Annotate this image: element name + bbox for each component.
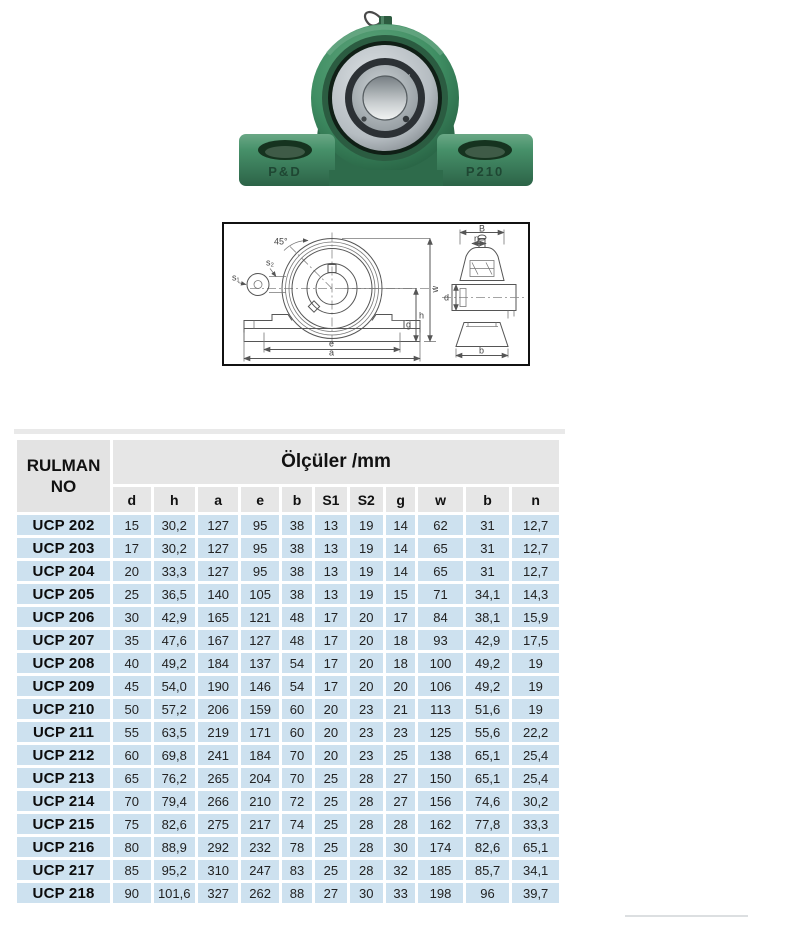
column-header: b <box>466 487 510 512</box>
table-cell: 85 <box>113 860 150 880</box>
table-cell: 28 <box>350 837 383 857</box>
table-cell: 83 <box>282 860 312 880</box>
table-row <box>17 561 559 581</box>
row-label: UCP 210 <box>17 699 110 719</box>
table-cell: 42,9 <box>154 607 195 627</box>
table-cell: 82,6 <box>466 837 510 857</box>
table-cell: 18 <box>386 630 415 650</box>
table-cell: 30,2 <box>154 538 195 558</box>
side-view <box>442 224 526 358</box>
table-cell: 31 <box>466 515 510 535</box>
table-cell: 90 <box>113 883 150 903</box>
table-cell: 95 <box>241 538 278 558</box>
label-45deg: 45° <box>274 236 288 247</box>
table-cell: 38 <box>282 561 312 581</box>
table-cell: 20 <box>113 561 150 581</box>
table-cell: 65,1 <box>466 745 510 765</box>
table-cell: 106 <box>418 676 463 696</box>
table-cell: 88,9 <box>154 837 195 857</box>
row-label: UCP 202 <box>17 515 110 535</box>
table-row <box>17 676 559 696</box>
table-cell: 72 <box>282 791 312 811</box>
divider-strip <box>14 429 565 434</box>
table-cell: 127 <box>198 538 238 558</box>
bearing-bore <box>363 76 407 120</box>
table-cell: 78 <box>282 837 312 857</box>
table-cell: 42,9 <box>466 630 510 650</box>
table-cell: 34,1 <box>512 860 559 880</box>
table-cell: 30 <box>113 607 150 627</box>
table-cell: 17 <box>315 676 346 696</box>
table-row <box>17 584 559 604</box>
row-label: UCP 208 <box>17 653 110 673</box>
table-cell: 54 <box>282 653 312 673</box>
table-cell: 27 <box>386 791 415 811</box>
table-cell: 198 <box>418 883 463 903</box>
left-foot <box>239 134 335 186</box>
table-cell: 184 <box>241 745 278 765</box>
table-cell: 12,7 <box>512 561 559 581</box>
table-cell: 65 <box>418 538 463 558</box>
table-cell: 13 <box>315 538 346 558</box>
table-cell: 100 <box>418 653 463 673</box>
table-cell: 19 <box>350 538 383 558</box>
table-cell: 95,2 <box>154 860 195 880</box>
table-cell: 65 <box>418 561 463 581</box>
label-h: h <box>419 310 425 321</box>
table-row <box>17 814 559 834</box>
table-cell: 162 <box>418 814 463 834</box>
right-foot-marking: P210 <box>465 164 505 179</box>
table-cell: 171 <box>241 722 278 742</box>
table-cell: 30,2 <box>512 791 559 811</box>
table-cell: 25 <box>315 814 346 834</box>
table-cell: 20 <box>350 630 383 650</box>
row-header-line1: RULMAN <box>26 455 101 475</box>
table-cell: 292 <box>198 837 238 857</box>
table-cell: 12,7 <box>512 515 559 535</box>
product-photo-bearing <box>233 2 539 198</box>
table-cell: 219 <box>198 722 238 742</box>
table-cell: 23 <box>350 699 383 719</box>
table-cell: 57,2 <box>154 699 195 719</box>
table-cell: 60 <box>282 699 312 719</box>
table-cell: 17 <box>315 653 346 673</box>
table-cell: 74 <box>282 814 312 834</box>
row-label: UCP 212 <box>17 745 110 765</box>
table-cell: 21 <box>386 699 415 719</box>
table-cell: 95 <box>241 561 278 581</box>
label-s1: s₁ <box>232 272 240 283</box>
table-cell: 54,0 <box>154 676 195 696</box>
row-label: UCP 217 <box>17 860 110 880</box>
table-cell: 327 <box>198 883 238 903</box>
label-g: g <box>406 319 412 330</box>
table-cell: 17 <box>113 538 150 558</box>
table-cell: 14 <box>386 561 415 581</box>
table-cell: 17 <box>315 607 346 627</box>
table-cell: 113 <box>418 699 463 719</box>
table-cell: 20 <box>350 653 383 673</box>
dimension-diagram <box>222 222 530 366</box>
table-cell: 127 <box>241 630 278 650</box>
table-cell: 60 <box>282 722 312 742</box>
table-row <box>17 837 559 857</box>
table-cell: 47,6 <box>154 630 195 650</box>
table-cell: 38 <box>282 515 312 535</box>
table-cell: 28 <box>350 860 383 880</box>
table-cell: 165 <box>198 607 238 627</box>
row-label: UCP 207 <box>17 630 110 650</box>
table-cell: 27 <box>386 768 415 788</box>
table-cell: 262 <box>241 883 278 903</box>
table-cell: 17 <box>315 630 346 650</box>
table-row <box>17 883 559 903</box>
label-a: a <box>329 347 335 358</box>
table-cell: 210 <box>241 791 278 811</box>
table-cell: 20 <box>315 699 346 719</box>
table-cell: 174 <box>418 837 463 857</box>
label-s2: s₂ <box>266 257 274 268</box>
row-label: UCP 214 <box>17 791 110 811</box>
table-cell: 74,6 <box>466 791 510 811</box>
table-cell: 204 <box>241 768 278 788</box>
label-B: B <box>479 224 486 234</box>
table-cell: 150 <box>418 768 463 788</box>
column-header: d <box>113 487 150 512</box>
table-cell: 13 <box>315 584 346 604</box>
table-row <box>17 860 559 880</box>
table-cell: 20 <box>350 676 383 696</box>
table-row <box>17 699 559 719</box>
column-header: S1 <box>315 487 346 512</box>
table-cell: 105 <box>241 584 278 604</box>
table-cell: 80 <box>113 837 150 857</box>
table-cell: 28 <box>350 791 383 811</box>
table-cell: 185 <box>418 860 463 880</box>
table-cell: 15 <box>386 584 415 604</box>
column-header: n <box>512 487 559 512</box>
column-header: g <box>386 487 415 512</box>
table-cell: 33,3 <box>154 561 195 581</box>
table-cell: 146 <box>241 676 278 696</box>
table-row <box>17 768 559 788</box>
table-cell: 30,2 <box>154 515 195 535</box>
table-cell: 140 <box>198 584 238 604</box>
table-cell: 13 <box>315 515 346 535</box>
table-cell: 38,1 <box>466 607 510 627</box>
table-cell: 54 <box>282 676 312 696</box>
row-label: UCP 215 <box>17 814 110 834</box>
table-cell: 48 <box>282 607 312 627</box>
table-cell: 85,7 <box>466 860 510 880</box>
row-label: UCP 211 <box>17 722 110 742</box>
table-cell: 60 <box>113 745 150 765</box>
table-cell: 33 <box>386 883 415 903</box>
table-cell: 13 <box>315 561 346 581</box>
table-row <box>17 745 559 765</box>
table-cell: 101,6 <box>154 883 195 903</box>
table-cell: 121 <box>241 607 278 627</box>
table-cell: 32 <box>386 860 415 880</box>
table-cell: 88 <box>282 883 312 903</box>
table-cell: 28 <box>350 814 383 834</box>
table-cell: 82,6 <box>154 814 195 834</box>
table-cell: 167 <box>198 630 238 650</box>
table-cell: 31 <box>466 561 510 581</box>
table-cell: 127 <box>198 515 238 535</box>
table-cell: 71 <box>418 584 463 604</box>
right-foot <box>437 134 533 186</box>
row-label: UCP 216 <box>17 837 110 857</box>
table-cell: 35 <box>113 630 150 650</box>
table-cell: 19 <box>350 561 383 581</box>
left-foot-marking: P&D <box>268 164 302 179</box>
table-cell: 70 <box>282 768 312 788</box>
table-cell: 247 <box>241 860 278 880</box>
row-label: UCP 218 <box>17 883 110 903</box>
table-cell: 30 <box>350 883 383 903</box>
table-cell: 76,2 <box>154 768 195 788</box>
table-cell: 190 <box>198 676 238 696</box>
bottom-rule <box>625 915 748 917</box>
table-cell: 79,4 <box>154 791 195 811</box>
table-cell: 265 <box>198 768 238 788</box>
table-cell: 27 <box>315 883 346 903</box>
table-cell: 69,8 <box>154 745 195 765</box>
table-cell: 49,2 <box>466 653 510 673</box>
table-cell: 65,1 <box>512 837 559 857</box>
table-cell: 75 <box>113 814 150 834</box>
table-cell: 49,2 <box>154 653 195 673</box>
table-cell: 14 <box>386 515 415 535</box>
label-b: b <box>479 345 485 356</box>
table-cell: 15,9 <box>512 607 559 627</box>
table-cell: 14 <box>386 538 415 558</box>
table-cell: 65,1 <box>466 768 510 788</box>
column-header: h <box>154 487 195 512</box>
table-cell: 206 <box>198 699 238 719</box>
table-body <box>17 515 559 903</box>
table-cell: 15 <box>113 515 150 535</box>
table-cell: 23 <box>386 722 415 742</box>
table-row <box>17 538 559 558</box>
label-e: e <box>329 338 335 349</box>
table-cell: 62 <box>418 515 463 535</box>
column-header: b <box>282 487 312 512</box>
table-cell: 19 <box>350 584 383 604</box>
table-cell: 38 <box>282 538 312 558</box>
table-cell: 127 <box>198 561 238 581</box>
table-cell: 23 <box>350 722 383 742</box>
label-w: w <box>430 286 440 293</box>
table-cell: 217 <box>241 814 278 834</box>
table-cell: 34,1 <box>466 584 510 604</box>
table-cell: 19 <box>350 515 383 535</box>
table-cell: 19 <box>512 653 559 673</box>
table-cell: 50 <box>113 699 150 719</box>
table-cell: 38 <box>282 584 312 604</box>
table-cell: 20 <box>386 676 415 696</box>
table-cell: 25 <box>113 584 150 604</box>
table-cell: 25 <box>315 860 346 880</box>
table-cell: 28 <box>386 814 415 834</box>
column-header: S2 <box>350 487 383 512</box>
table-cell: 25 <box>315 791 346 811</box>
table-cell: 70 <box>113 791 150 811</box>
column-header: e <box>241 487 278 512</box>
table-cell: 28 <box>350 768 383 788</box>
table-cell: 184 <box>198 653 238 673</box>
table-cell: 19 <box>512 676 559 696</box>
table-row <box>17 791 559 811</box>
row-header-title <box>17 440 110 512</box>
row-label: UCP 204 <box>17 561 110 581</box>
table-cell: 266 <box>198 791 238 811</box>
table-cell: 25 <box>315 837 346 857</box>
table-cell: 93 <box>418 630 463 650</box>
table-group-header-row <box>17 440 559 484</box>
table-cell: 95 <box>241 515 278 535</box>
table-cell: 77,8 <box>466 814 510 834</box>
table-cell: 25,4 <box>512 768 559 788</box>
table-cell: 232 <box>241 837 278 857</box>
table-row <box>17 630 559 650</box>
table-cell: 125 <box>418 722 463 742</box>
table-row <box>17 607 559 627</box>
row-label: UCP 209 <box>17 676 110 696</box>
front-view <box>232 233 440 362</box>
table-cell: 96 <box>466 883 510 903</box>
table-cell: 39,7 <box>512 883 559 903</box>
row-header-line2: NO <box>50 477 77 496</box>
table-cell: 36,5 <box>154 584 195 604</box>
table-cell: 17 <box>386 607 415 627</box>
table-row <box>17 515 559 535</box>
table-cell: 55,6 <box>466 722 510 742</box>
table-cell: 23 <box>350 745 383 765</box>
group-header: Ölçüler /mm <box>113 440 559 484</box>
table-cell: 70 <box>282 745 312 765</box>
row-label: UCP 206 <box>17 607 110 627</box>
label-d: d <box>444 292 450 303</box>
table-cell: 45 <box>113 676 150 696</box>
table-cell: 19 <box>512 699 559 719</box>
label-n: n <box>474 233 480 244</box>
table-row <box>17 653 559 673</box>
table-cell: 30 <box>386 837 415 857</box>
table-cell: 25 <box>315 768 346 788</box>
table-cell: 275 <box>198 814 238 834</box>
table-row <box>17 722 559 742</box>
table-cell: 156 <box>418 791 463 811</box>
table-cell: 84 <box>418 607 463 627</box>
table-cell: 51,6 <box>466 699 510 719</box>
table-cell: 25 <box>386 745 415 765</box>
table-cell: 55 <box>113 722 150 742</box>
table-cell: 17,5 <box>512 630 559 650</box>
table-cell: 20 <box>315 745 346 765</box>
table-cell: 22,2 <box>512 722 559 742</box>
table-cell: 138 <box>418 745 463 765</box>
table-cell: 40 <box>113 653 150 673</box>
table-cell: 31 <box>466 538 510 558</box>
dimensions-table <box>14 437 562 906</box>
table-cell: 137 <box>241 653 278 673</box>
table-cell: 241 <box>198 745 238 765</box>
column-header: a <box>198 487 238 512</box>
table-cell: 159 <box>241 699 278 719</box>
table-cell: 65 <box>113 768 150 788</box>
row-label: UCP 205 <box>17 584 110 604</box>
table-cell: 63,5 <box>154 722 195 742</box>
table-cell: 33,3 <box>512 814 559 834</box>
table-cell: 18 <box>386 653 415 673</box>
row-label: UCP 203 <box>17 538 110 558</box>
row-label: UCP 213 <box>17 768 110 788</box>
table-cell: 310 <box>198 860 238 880</box>
table-cell: 49,2 <box>466 676 510 696</box>
table-cell: 20 <box>350 607 383 627</box>
table-cell: 48 <box>282 630 312 650</box>
table-cell: 12,7 <box>512 538 559 558</box>
table-cell: 25,4 <box>512 745 559 765</box>
table-cell: 20 <box>315 722 346 742</box>
column-header: w <box>418 487 463 512</box>
table-cell: 14,3 <box>512 584 559 604</box>
